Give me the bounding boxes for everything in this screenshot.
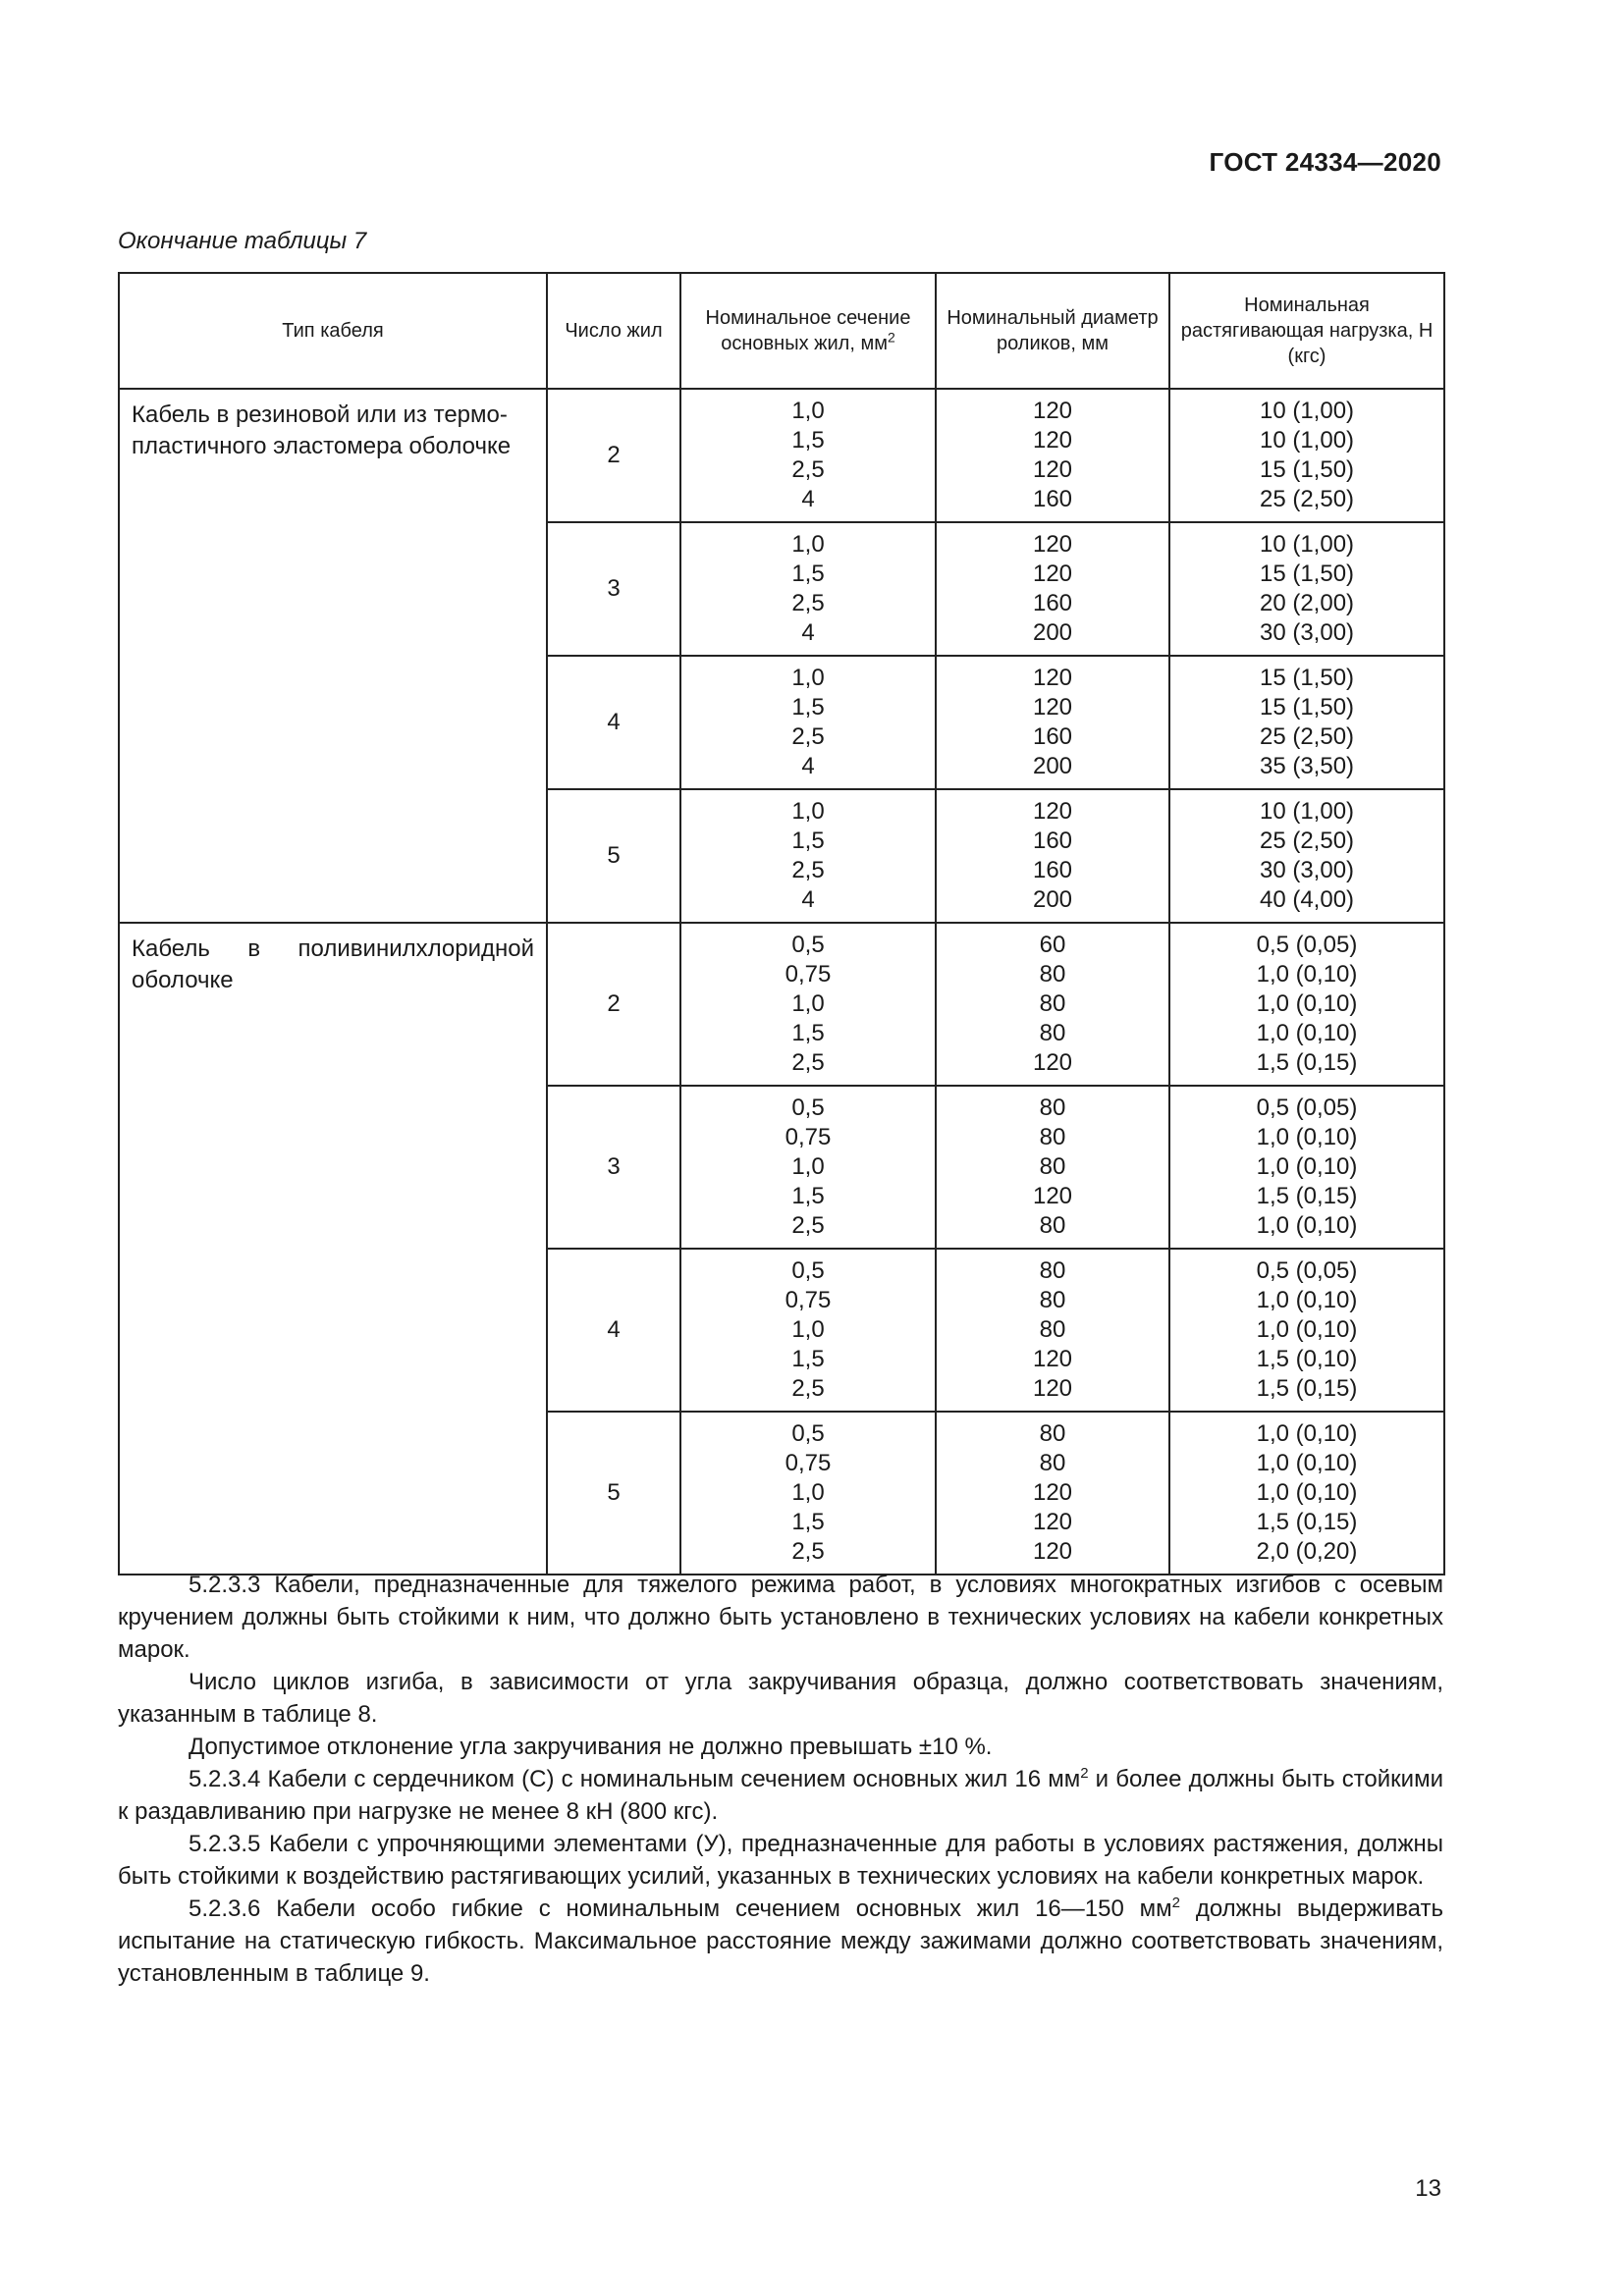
load-value: 1,0 (0,10) (1256, 1287, 1358, 1313)
paragraph (118, 1893, 1443, 1990)
header-tensile-load: Номинальная растягивающая нагрузка, Н (кгс) (1169, 273, 1444, 389)
diameter-values-cell (936, 1249, 1169, 1412)
load-value: 15 (1,50) (1259, 694, 1355, 721)
load-value: 1,5 (0,15) (1256, 1375, 1358, 1402)
diameter-values-cell (936, 923, 1169, 1086)
diameter-value: 120 (1032, 1049, 1073, 1076)
section-values-cell (680, 389, 936, 522)
load-value: 2,0 (0,20) (1256, 1538, 1358, 1565)
core-count-cell: 5 (547, 789, 680, 923)
header-section-superscript: 2 (887, 329, 895, 346)
core-count-cell: 4 (547, 656, 680, 789)
load-value: 1,0 (0,10) (1256, 1420, 1358, 1447)
diameter-values-cell (936, 389, 1169, 522)
paragraph (118, 1666, 1443, 1731)
diameter-value: 80 (1039, 1020, 1066, 1046)
paragraph (118, 1731, 1443, 1763)
section-value: 1,0 (791, 531, 825, 558)
diameter-value: 60 (1039, 932, 1066, 958)
load-value: 1,5 (0,15) (1256, 1509, 1358, 1535)
document-code: ГОСТ 24334—2020 (1209, 147, 1441, 177)
paragraph-text: 5.2.3.6 Кабели особо гибкие с номинальным сечением основных жил 16—150 мм (189, 1896, 1172, 1922)
section-value: 1,0 (791, 665, 825, 691)
load-value: 0,5 (0,05) (1256, 932, 1358, 958)
load-values-cell (1169, 1249, 1444, 1412)
section-value: 1,5 (791, 561, 825, 587)
diameter-values-cell (936, 789, 1169, 923)
diameter-value: 80 (1039, 1124, 1066, 1150)
diameter-value: 80 (1039, 1450, 1066, 1476)
load-value: 0,5 (0,05) (1256, 1257, 1358, 1284)
section-values-cell (680, 656, 936, 789)
load-value: 1,0 (0,10) (1256, 961, 1358, 988)
diameter-value: 200 (1032, 619, 1073, 646)
load-value: 1,0 (0,10) (1256, 1124, 1358, 1150)
load-value: 10 (1,00) (1259, 427, 1355, 454)
paragraph (118, 1763, 1443, 1828)
diameter-value: 120 (1032, 456, 1073, 483)
section-value: 1,5 (791, 1183, 825, 1209)
load-value: 10 (1,00) (1259, 531, 1355, 558)
diameter-value: 160 (1032, 828, 1073, 854)
diameter-value: 80 (1039, 1420, 1066, 1447)
section-value: 2,5 (791, 456, 825, 483)
paragraph-text: 5.2.3.5 Кабели с упрочняющими элементами (У), предназначенные для работы в условиях растяжения, должны быть стойкими к воздействию растягивающих усилий, указанных в технических условиях на кабели конкретных марок. (118, 1831, 1443, 1890)
diameter-value: 120 (1032, 1538, 1073, 1565)
page-number: 13 (1415, 2175, 1441, 2202)
section-value: 1,5 (791, 1020, 825, 1046)
load-values-cell (1169, 522, 1444, 656)
section-value: 2,5 (791, 590, 825, 616)
paragraph-text: Допустимое отклонение угла закручивания не должно превышать ±10 %. (189, 1734, 993, 1760)
diameter-value: 120 (1032, 798, 1073, 825)
table-caption: Окончание таблицы 7 (118, 228, 367, 254)
section-values-cell (680, 923, 936, 1086)
section-values-cell (680, 789, 936, 923)
diameter-value: 120 (1032, 1509, 1073, 1535)
paragraph-text: 5.2.3.3 Кабели, предназначенные для тяжелого режима работ, в условиях многократных изгибов с осевым кручением должны быть стойкими к ним, что должно быть установлено в технических условиях на кабели конкретных марок. (118, 1572, 1443, 1663)
load-value: 10 (1,00) (1259, 798, 1355, 825)
diameter-values-cell (936, 656, 1169, 789)
body-text (118, 1569, 1443, 1990)
core-count-cell: 2 (547, 923, 680, 1086)
load-values-cell (1169, 923, 1444, 1086)
section-value: 1,5 (791, 694, 825, 721)
diameter-value: 120 (1032, 398, 1073, 424)
paragraph (118, 1828, 1443, 1893)
diameter-value: 120 (1032, 531, 1073, 558)
load-values-cell (1169, 1412, 1444, 1575)
load-value: 1,0 (0,10) (1256, 1479, 1358, 1506)
diameter-value: 120 (1032, 694, 1073, 721)
core-count-cell: 3 (547, 522, 680, 656)
section-value: 1,0 (791, 1153, 825, 1180)
diameter-value: 80 (1039, 961, 1066, 988)
core-count-cell: 2 (547, 389, 680, 522)
section-value: 4 (801, 753, 815, 779)
load-values-cell (1169, 656, 1444, 789)
load-value: 30 (3,00) (1259, 619, 1355, 646)
table-header-row (119, 273, 1444, 389)
section-value: 0,5 (791, 932, 825, 958)
load-value: 0,5 (0,05) (1256, 1095, 1358, 1121)
load-value: 25 (2,50) (1259, 486, 1355, 512)
core-count-cell: 4 (547, 1249, 680, 1412)
header-roller-diameter: Номинальный диаметр роликов, мм (936, 273, 1169, 389)
paragraph (118, 1569, 1443, 1666)
diameter-value: 160 (1032, 723, 1073, 750)
section-value: 1,5 (791, 828, 825, 854)
section-value: 0,5 (791, 1257, 825, 1284)
section-value: 1,0 (791, 1316, 825, 1343)
diameter-value: 160 (1032, 486, 1073, 512)
diameter-values-cell (936, 1412, 1169, 1575)
paragraph-text-continued: должны выдерживать испытание на статическую гибкость. Максимальное расстояние между зажимами должно соответствовать значениям, установленным в таблице 9. (118, 1896, 1443, 1987)
load-value: 15 (1,50) (1259, 456, 1355, 483)
section-values-cell (680, 1249, 936, 1412)
core-count-cell: 3 (547, 1086, 680, 1249)
diameter-value: 200 (1032, 753, 1073, 779)
paragraph-text-continued: и более должны быть стойкими к раздавливанию при нагрузке не менее 8 кН (800 кгс). (118, 1766, 1443, 1825)
load-value: 1,0 (0,10) (1256, 990, 1358, 1017)
section-value: 2,5 (791, 1375, 825, 1402)
load-value: 1,5 (0,15) (1256, 1183, 1358, 1209)
cable-type-cell: Кабель в резиновой или из термо-пластичного эластомера оболочке (119, 389, 547, 923)
table-row (119, 389, 1444, 522)
section-value: 2,5 (791, 857, 825, 883)
section-values-cell (680, 1086, 936, 1249)
section-value: 1,0 (791, 798, 825, 825)
load-value: 20 (2,00) (1259, 590, 1355, 616)
header-nominal-section-label: Номинальное сечение основных жил, мм (705, 307, 911, 354)
section-value: 0,75 (785, 1287, 832, 1313)
load-values-cell (1169, 1086, 1444, 1249)
section-value: 1,5 (791, 1509, 825, 1535)
section-values-cell (680, 1412, 936, 1575)
diameter-value: 160 (1032, 590, 1073, 616)
diameter-value: 160 (1032, 857, 1073, 883)
section-value: 2,5 (791, 1538, 825, 1565)
load-value: 35 (3,50) (1259, 753, 1355, 779)
cable-type-cell: Кабель в поливинилхлоридной оболочке (119, 923, 547, 1575)
diameter-value: 120 (1032, 1479, 1073, 1506)
header-nominal-section (680, 273, 936, 389)
load-values-cell (1169, 389, 1444, 522)
section-value: 4 (801, 886, 815, 913)
diameter-value: 120 (1032, 1375, 1073, 1402)
diameter-value: 120 (1032, 561, 1073, 587)
load-value: 1,0 (0,10) (1256, 1212, 1358, 1239)
load-value: 1,5 (0,10) (1256, 1346, 1358, 1372)
section-value: 0,5 (791, 1420, 825, 1447)
core-count-cell: 5 (547, 1412, 680, 1575)
section-value: 4 (801, 619, 815, 646)
section-value: 1,5 (791, 427, 825, 454)
diameter-value: 80 (1039, 1095, 1066, 1121)
load-value: 15 (1,50) (1259, 665, 1355, 691)
diameter-value: 80 (1039, 1212, 1066, 1239)
load-value: 15 (1,50) (1259, 561, 1355, 587)
section-value: 0,5 (791, 1095, 825, 1121)
load-value: 25 (2,50) (1259, 828, 1355, 854)
diameter-value: 200 (1032, 886, 1073, 913)
section-values-cell (680, 522, 936, 656)
cable-spec-table (118, 272, 1445, 1575)
load-value: 40 (4,00) (1259, 886, 1355, 913)
load-value: 1,5 (0,15) (1256, 1049, 1358, 1076)
paragraph-text: 5.2.3.4 Кабели с сердечником (С) с номинальным сечением основных жил 16 мм (189, 1766, 1081, 1792)
diameter-value: 120 (1032, 1183, 1073, 1209)
load-value: 1,0 (0,10) (1256, 1450, 1358, 1476)
load-values-cell (1169, 789, 1444, 923)
section-value: 2,5 (791, 1212, 825, 1239)
section-value: 1,0 (791, 1479, 825, 1506)
load-value: 1,0 (0,10) (1256, 1316, 1358, 1343)
diameter-value: 80 (1039, 1287, 1066, 1313)
diameter-value: 120 (1032, 665, 1073, 691)
load-value: 10 (1,00) (1259, 398, 1355, 424)
unit-superscript: 2 (1171, 1895, 1180, 1911)
paragraph-text: Число циклов изгиба, в зависимости от угла закручивания образца, должно соответствовать значениям, указанным в таблице 8. (118, 1669, 1443, 1728)
section-value: 1,0 (791, 398, 825, 424)
section-value: 0,75 (785, 1450, 832, 1476)
table-row (119, 923, 1444, 1086)
section-value: 2,5 (791, 723, 825, 750)
load-value: 1,0 (0,10) (1256, 1020, 1358, 1046)
load-value: 30 (3,00) (1259, 857, 1355, 883)
unit-superscript: 2 (1080, 1765, 1089, 1782)
section-value: 1,0 (791, 990, 825, 1017)
section-value: 0,75 (785, 1124, 832, 1150)
header-cable-type: Тип кабеля (119, 273, 547, 389)
section-value: 1,5 (791, 1346, 825, 1372)
diameter-values-cell (936, 522, 1169, 656)
section-value: 2,5 (791, 1049, 825, 1076)
load-value: 1,0 (0,10) (1256, 1153, 1358, 1180)
diameter-value: 80 (1039, 1316, 1066, 1343)
section-value: 0,75 (785, 961, 832, 988)
section-value: 4 (801, 486, 815, 512)
load-value: 25 (2,50) (1259, 723, 1355, 750)
diameter-value: 80 (1039, 1257, 1066, 1284)
diameter-value: 80 (1039, 1153, 1066, 1180)
header-core-count: Число жил (547, 273, 680, 389)
diameter-value: 80 (1039, 990, 1066, 1017)
diameter-values-cell (936, 1086, 1169, 1249)
diameter-value: 120 (1032, 1346, 1073, 1372)
diameter-value: 120 (1032, 427, 1073, 454)
